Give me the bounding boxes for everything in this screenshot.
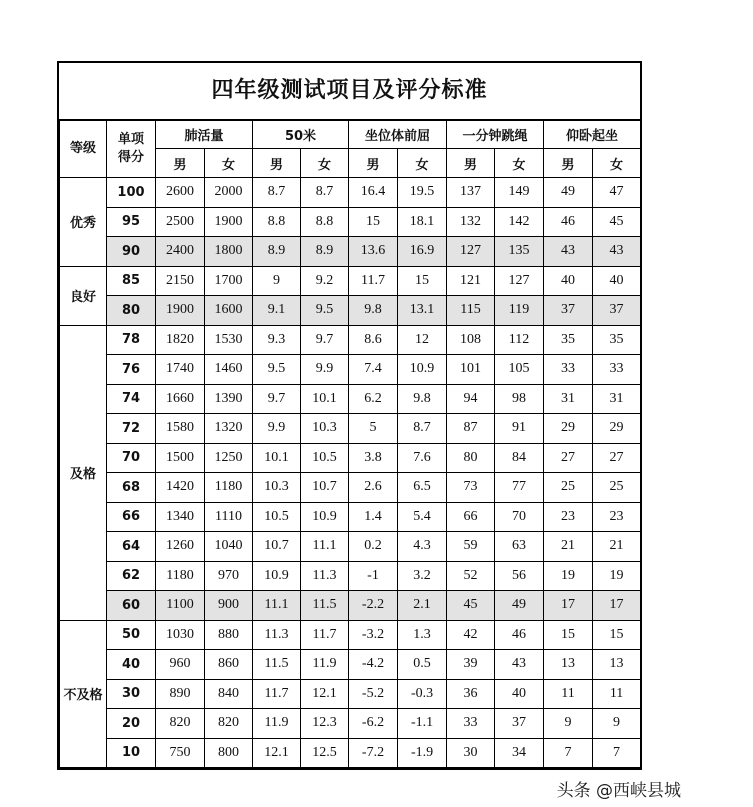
value-cell: 45 <box>447 591 495 621</box>
value-cell: 15 <box>398 266 447 296</box>
value-cell: 960 <box>156 650 205 680</box>
value-cell: 860 <box>205 650 253 680</box>
value-cell: 5.4 <box>398 502 447 532</box>
value-cell: 1530 <box>205 325 253 355</box>
value-cell: 9.8 <box>349 296 398 326</box>
table-body <box>60 178 641 768</box>
value-cell: -1.9 <box>398 738 447 768</box>
value-cell: 9.9 <box>301 355 349 385</box>
value-cell: -1 <box>349 561 398 591</box>
value-cell: 47 <box>593 178 641 208</box>
value-cell: 8.7 <box>301 178 349 208</box>
female-header: 女 <box>593 149 641 178</box>
value-cell: 15 <box>349 207 398 237</box>
value-cell: 2150 <box>156 266 205 296</box>
value-cell: 135 <box>495 237 544 267</box>
male-header: 男 <box>447 149 495 178</box>
value-cell: 970 <box>205 561 253 591</box>
value-cell: 800 <box>205 738 253 768</box>
value-cell: 9.7 <box>301 325 349 355</box>
score-cell: 62 <box>107 561 156 591</box>
table-row <box>60 178 641 208</box>
value-cell: 37 <box>544 296 593 326</box>
value-cell: 1460 <box>205 355 253 385</box>
value-cell: 9 <box>593 709 641 739</box>
table-row <box>60 679 641 709</box>
value-cell: 84 <box>495 443 544 473</box>
value-cell: 10.7 <box>253 532 301 562</box>
value-cell: 12.5 <box>301 738 349 768</box>
male-header: 男 <box>544 149 593 178</box>
item-header-sit-reach: 坐位体前屈 <box>349 121 447 149</box>
value-cell: 42 <box>447 620 495 650</box>
value-cell: 820 <box>205 709 253 739</box>
value-cell: 10.9 <box>253 561 301 591</box>
value-cell: 4.3 <box>398 532 447 562</box>
value-cell: 27 <box>593 443 641 473</box>
item-header-sit-ups: 仰卧起坐 <box>544 121 641 149</box>
value-cell: 15 <box>593 620 641 650</box>
table-row <box>60 237 641 267</box>
table-row <box>60 414 641 444</box>
table-row <box>60 207 641 237</box>
value-cell: 112 <box>495 325 544 355</box>
value-cell: -3.2 <box>349 620 398 650</box>
value-cell: 37 <box>495 709 544 739</box>
value-cell: 0.5 <box>398 650 447 680</box>
value-cell: 16.4 <box>349 178 398 208</box>
value-cell: 3.8 <box>349 443 398 473</box>
value-cell: 9.9 <box>253 414 301 444</box>
female-header: 女 <box>495 149 544 178</box>
value-cell: 27 <box>544 443 593 473</box>
score-cell: 60 <box>107 591 156 621</box>
value-cell: 2600 <box>156 178 205 208</box>
value-cell: 127 <box>495 266 544 296</box>
value-cell: 13 <box>593 650 641 680</box>
page-title: 四年级测试项目及评分标准 <box>59 63 640 120</box>
value-cell: 11.9 <box>253 709 301 739</box>
value-cell: 121 <box>447 266 495 296</box>
table-row <box>60 502 641 532</box>
value-cell: -0.3 <box>398 679 447 709</box>
value-cell: 119 <box>495 296 544 326</box>
value-cell: 49 <box>495 591 544 621</box>
value-cell: 8.7 <box>253 178 301 208</box>
value-cell: 35 <box>544 325 593 355</box>
value-cell: 12.1 <box>253 738 301 768</box>
value-cell: 11.7 <box>301 620 349 650</box>
value-cell: 137 <box>447 178 495 208</box>
value-cell: -1.1 <box>398 709 447 739</box>
table-row <box>60 650 641 680</box>
value-cell: 13 <box>544 650 593 680</box>
value-cell: 1100 <box>156 591 205 621</box>
value-cell: 1580 <box>156 414 205 444</box>
value-cell: 1030 <box>156 620 205 650</box>
value-cell: 1180 <box>156 561 205 591</box>
value-cell: -2.2 <box>349 591 398 621</box>
value-cell: 15 <box>544 620 593 650</box>
value-cell: 1390 <box>205 384 253 414</box>
value-cell: 1.3 <box>398 620 447 650</box>
value-cell: 10.3 <box>301 414 349 444</box>
value-cell: 40 <box>495 679 544 709</box>
value-cell: 17 <box>593 591 641 621</box>
value-cell: 0.2 <box>349 532 398 562</box>
value-cell: 2500 <box>156 207 205 237</box>
item-header-rope-skip: 一分钟跳绳 <box>447 121 544 149</box>
value-cell: 19.5 <box>398 178 447 208</box>
value-cell: 7 <box>544 738 593 768</box>
value-cell: 6.2 <box>349 384 398 414</box>
value-cell: 1900 <box>156 296 205 326</box>
value-cell: 11.7 <box>253 679 301 709</box>
male-header: 男 <box>253 149 301 178</box>
score-cell: 40 <box>107 650 156 680</box>
watermark: 头条 @西峡县城 <box>556 781 681 801</box>
score-cell: 100 <box>107 178 156 208</box>
score-cell: 78 <box>107 325 156 355</box>
value-cell: 2.1 <box>398 591 447 621</box>
value-cell: 1420 <box>156 473 205 503</box>
score-cell: 95 <box>107 207 156 237</box>
value-cell: 18.1 <box>398 207 447 237</box>
value-cell: 91 <box>495 414 544 444</box>
value-cell: 9.5 <box>301 296 349 326</box>
table-row <box>60 473 641 503</box>
value-cell: 840 <box>205 679 253 709</box>
score-cell: 74 <box>107 384 156 414</box>
value-cell: 127 <box>447 237 495 267</box>
value-cell: 21 <box>593 532 641 562</box>
value-cell: 1600 <box>205 296 253 326</box>
value-cell: -5.2 <box>349 679 398 709</box>
value-cell: 1.4 <box>349 502 398 532</box>
value-cell: 7 <box>593 738 641 768</box>
value-cell: 8.6 <box>349 325 398 355</box>
value-cell: 9.8 <box>398 384 447 414</box>
value-cell: 40 <box>593 266 641 296</box>
value-cell: 10.9 <box>398 355 447 385</box>
value-cell: 115 <box>447 296 495 326</box>
value-cell: 1660 <box>156 384 205 414</box>
value-cell: 46 <box>544 207 593 237</box>
score-cell: 66 <box>107 502 156 532</box>
value-cell: 142 <box>495 207 544 237</box>
value-cell: 94 <box>447 384 495 414</box>
value-cell: 31 <box>544 384 593 414</box>
table-row <box>60 325 641 355</box>
table-row <box>60 738 641 768</box>
value-cell: 52 <box>447 561 495 591</box>
value-cell: 98 <box>495 384 544 414</box>
value-cell: 13.6 <box>349 237 398 267</box>
grade-label: 不及格 <box>60 620 107 768</box>
value-cell: 7.6 <box>398 443 447 473</box>
value-cell: 25 <box>593 473 641 503</box>
value-cell: 1040 <box>205 532 253 562</box>
value-cell: 25 <box>544 473 593 503</box>
value-cell: 8.8 <box>301 207 349 237</box>
value-cell: 1740 <box>156 355 205 385</box>
item-header-50m: 50米 <box>253 121 349 149</box>
value-cell: 19 <box>544 561 593 591</box>
value-cell: 1110 <box>205 502 253 532</box>
value-cell: 10.1 <box>253 443 301 473</box>
value-cell: 1250 <box>205 443 253 473</box>
table-row <box>60 355 641 385</box>
value-cell: 3.2 <box>398 561 447 591</box>
value-cell: 11.3 <box>301 561 349 591</box>
value-cell: 23 <box>593 502 641 532</box>
score-cell: 64 <box>107 532 156 562</box>
value-cell: 56 <box>495 561 544 591</box>
value-cell: 1900 <box>205 207 253 237</box>
value-cell: 1820 <box>156 325 205 355</box>
table-row <box>60 620 641 650</box>
value-cell: 10.7 <box>301 473 349 503</box>
value-cell: 11.5 <box>301 591 349 621</box>
table-header <box>60 121 641 178</box>
value-cell: 9.7 <box>253 384 301 414</box>
value-cell: 80 <box>447 443 495 473</box>
value-cell: 11.1 <box>301 532 349 562</box>
item-header-vital-capacity: 肺活量 <box>156 121 253 149</box>
value-cell: 1500 <box>156 443 205 473</box>
value-cell: -4.2 <box>349 650 398 680</box>
value-cell: 31 <box>593 384 641 414</box>
value-cell: 5 <box>349 414 398 444</box>
value-cell: 29 <box>593 414 641 444</box>
value-cell: -7.2 <box>349 738 398 768</box>
table-row <box>60 296 641 326</box>
value-cell: 8.9 <box>253 237 301 267</box>
value-cell: 8.7 <box>398 414 447 444</box>
value-cell: 9.5 <box>253 355 301 385</box>
value-cell: 10.9 <box>301 502 349 532</box>
value-cell: 49 <box>544 178 593 208</box>
value-cell: 77 <box>495 473 544 503</box>
table-row <box>60 266 641 296</box>
value-cell: 73 <box>447 473 495 503</box>
value-cell: 11 <box>593 679 641 709</box>
value-cell: 23 <box>544 502 593 532</box>
value-cell: 37 <box>593 296 641 326</box>
value-cell: 2400 <box>156 237 205 267</box>
female-header: 女 <box>205 149 253 178</box>
grade-label: 优秀 <box>60 178 107 267</box>
table-row <box>60 591 641 621</box>
score-cell: 80 <box>107 296 156 326</box>
score-cell: 20 <box>107 709 156 739</box>
value-cell: 9.2 <box>301 266 349 296</box>
value-cell: 33 <box>544 355 593 385</box>
value-cell: 1320 <box>205 414 253 444</box>
value-cell: 900 <box>205 591 253 621</box>
value-cell: 10.1 <box>301 384 349 414</box>
score-standard-sheet <box>57 61 642 770</box>
table-row <box>60 561 641 591</box>
score-table <box>59 120 641 768</box>
value-cell: 11.3 <box>253 620 301 650</box>
value-cell: 820 <box>156 709 205 739</box>
value-cell: 12.3 <box>301 709 349 739</box>
value-cell: 34 <box>495 738 544 768</box>
value-cell: 40 <box>544 266 593 296</box>
value-cell: 30 <box>447 738 495 768</box>
score-cell: 10 <box>107 738 156 768</box>
value-cell: 10.5 <box>301 443 349 473</box>
value-cell: 10.5 <box>253 502 301 532</box>
value-cell: 2000 <box>205 178 253 208</box>
female-header: 女 <box>398 149 447 178</box>
value-cell: 8.9 <box>301 237 349 267</box>
score-cell: 85 <box>107 266 156 296</box>
value-cell: 9 <box>253 266 301 296</box>
value-cell: 880 <box>205 620 253 650</box>
score-cell: 30 <box>107 679 156 709</box>
value-cell: 11.9 <box>301 650 349 680</box>
value-cell: 6.5 <box>398 473 447 503</box>
score-cell: 76 <box>107 355 156 385</box>
value-cell: 36 <box>447 679 495 709</box>
value-cell: 149 <box>495 178 544 208</box>
value-cell: 1340 <box>156 502 205 532</box>
table-row <box>60 443 641 473</box>
score-cell: 72 <box>107 414 156 444</box>
value-cell: 13.1 <box>398 296 447 326</box>
score-cell: 68 <box>107 473 156 503</box>
value-cell: 33 <box>447 709 495 739</box>
value-cell: 45 <box>593 207 641 237</box>
value-cell: 105 <box>495 355 544 385</box>
value-cell: 7.4 <box>349 355 398 385</box>
value-cell: 750 <box>156 738 205 768</box>
table-row <box>60 532 641 562</box>
value-cell: 46 <box>495 620 544 650</box>
value-cell: 63 <box>495 532 544 562</box>
value-cell: 39 <box>447 650 495 680</box>
value-cell: 17 <box>544 591 593 621</box>
value-cell: 9.3 <box>253 325 301 355</box>
value-cell: 16.9 <box>398 237 447 267</box>
value-cell: 1260 <box>156 532 205 562</box>
value-cell: 1700 <box>205 266 253 296</box>
value-cell: 35 <box>593 325 641 355</box>
value-cell: 12 <box>398 325 447 355</box>
value-cell: 2.6 <box>349 473 398 503</box>
grade-label: 及格 <box>60 325 107 620</box>
score-cell: 90 <box>107 237 156 267</box>
table-row <box>60 709 641 739</box>
value-cell: 9 <box>544 709 593 739</box>
grade-label: 良好 <box>60 266 107 325</box>
score-cell: 70 <box>107 443 156 473</box>
male-header: 男 <box>349 149 398 178</box>
value-cell: 10.3 <box>253 473 301 503</box>
value-cell: 43 <box>495 650 544 680</box>
value-cell: 11.1 <box>253 591 301 621</box>
value-cell: 9.1 <box>253 296 301 326</box>
value-cell: 11.5 <box>253 650 301 680</box>
value-cell: 108 <box>447 325 495 355</box>
value-cell: 33 <box>593 355 641 385</box>
value-cell: 1800 <box>205 237 253 267</box>
value-cell: 11 <box>544 679 593 709</box>
value-cell: 19 <box>593 561 641 591</box>
level-header: 等级 <box>60 121 107 178</box>
score-header: 单项得分 <box>107 121 156 178</box>
value-cell: 8.8 <box>253 207 301 237</box>
value-cell: 1180 <box>205 473 253 503</box>
value-cell: 101 <box>447 355 495 385</box>
value-cell: 29 <box>544 414 593 444</box>
value-cell: 70 <box>495 502 544 532</box>
female-header: 女 <box>301 149 349 178</box>
table-row <box>60 384 641 414</box>
value-cell: 59 <box>447 532 495 562</box>
value-cell: 132 <box>447 207 495 237</box>
value-cell: -6.2 <box>349 709 398 739</box>
value-cell: 43 <box>544 237 593 267</box>
value-cell: 87 <box>447 414 495 444</box>
value-cell: 43 <box>593 237 641 267</box>
value-cell: 21 <box>544 532 593 562</box>
value-cell: 12.1 <box>301 679 349 709</box>
value-cell: 11.7 <box>349 266 398 296</box>
score-cell: 50 <box>107 620 156 650</box>
value-cell: 890 <box>156 679 205 709</box>
male-header: 男 <box>156 149 205 178</box>
value-cell: 66 <box>447 502 495 532</box>
